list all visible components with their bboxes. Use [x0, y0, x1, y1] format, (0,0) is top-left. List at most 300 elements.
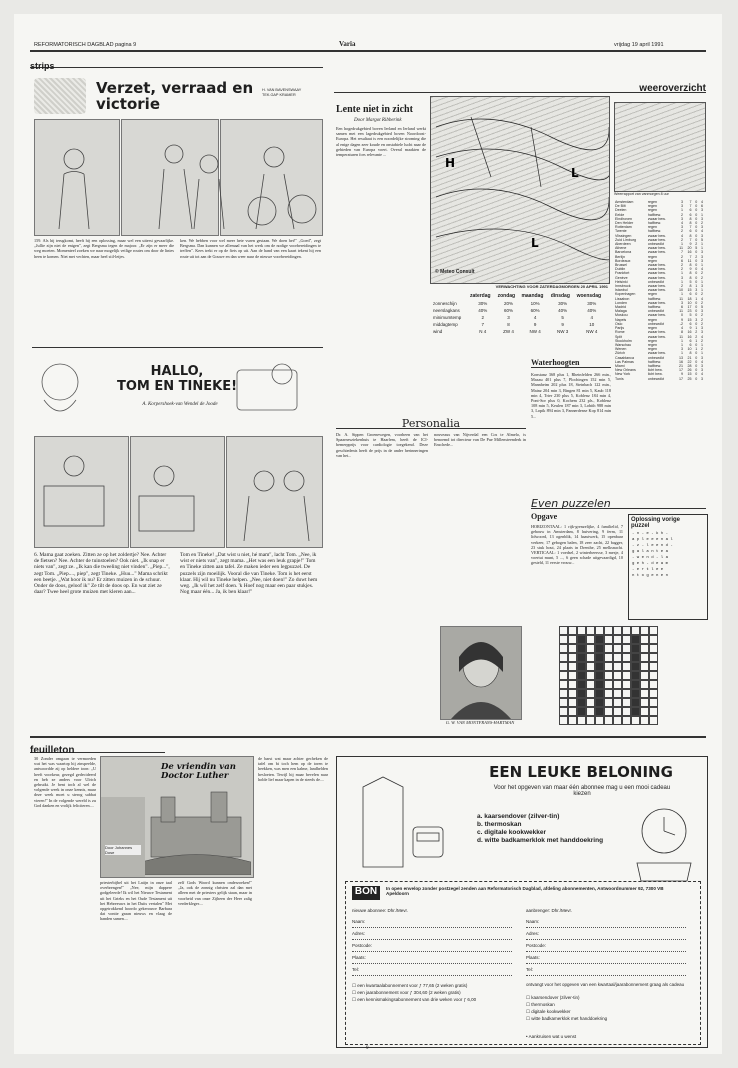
table-cell: zwaar bew.: [647, 263, 666, 268]
crossword-cell: [613, 689, 622, 698]
table-cell: Napels: [615, 317, 627, 322]
crossword-cell: [559, 635, 568, 644]
crossword-cell: [559, 644, 568, 653]
ad-title: EEN LEUKE BELONING: [489, 763, 673, 781]
table-cell: 2: [701, 321, 703, 326]
table-cell: 1: [701, 288, 703, 293]
option-checkbox-row: ☐ een jaarabonnement voor ƒ 304,60 (2 weken gratis): [352, 990, 461, 995]
table-cell: 0: [695, 221, 698, 226]
comic1-logo-art: [34, 78, 86, 114]
forecast-row: [432, 300, 608, 307]
table-cell: 8: [680, 330, 683, 335]
table-cell: Warschau: [615, 342, 632, 347]
table-cell: Rome: [615, 330, 625, 335]
table-cell: 3: [701, 254, 703, 259]
table-cell: zwaar bew.: [647, 233, 666, 238]
table-cell: halfbew.: [647, 221, 662, 226]
crossword-cell: [604, 644, 613, 653]
table-cell: 6: [689, 212, 692, 217]
table-cell: 3: [701, 330, 703, 335]
table-cell: 2: [701, 313, 703, 318]
luther-portrait: [101, 797, 145, 877]
crossword-cell: [595, 653, 604, 662]
solution-line: - w e n d - l a: [632, 556, 669, 560]
table-cell: Frankfort: [615, 271, 630, 276]
divider: [32, 347, 323, 348]
table-cell: 6: [689, 229, 692, 234]
table-cell: Genève: [615, 275, 628, 280]
solution-line: - z - l e e n d -: [632, 544, 673, 548]
table-cell: 22: [687, 359, 692, 364]
table-cell: 3: [701, 216, 703, 221]
table-cell: 0: [695, 229, 698, 234]
crossword-cell: [649, 698, 658, 707]
table-cell: halfbew.: [647, 359, 662, 364]
crossword-cell: [649, 689, 658, 698]
table-cell: Stockholm: [615, 338, 632, 343]
table-cell: onbewolkt: [647, 309, 665, 314]
table-cell: 2: [701, 271, 703, 276]
crossword-cell: [559, 653, 568, 662]
table-cell: 16: [687, 250, 692, 255]
isobar-lines: [431, 97, 609, 283]
table-cell: 1: [695, 338, 698, 343]
crossword-cell: [595, 689, 604, 698]
crossword-cell: [613, 680, 622, 689]
table-cell: 4: [680, 233, 683, 238]
crossword-cell: [640, 707, 649, 716]
coupon: [345, 881, 701, 1045]
table-cell: Eelde: [615, 212, 625, 217]
forecast-row: [432, 307, 608, 314]
table-cell: 11: [679, 309, 683, 314]
table-cell: 2: [695, 330, 698, 335]
table-cell: 25: [687, 376, 692, 381]
forecast-value: 40%: [587, 308, 597, 313]
table-cell: 1: [701, 342, 703, 347]
table-cell: 3: [701, 355, 703, 360]
table-cell: regen: [647, 317, 658, 322]
option-checkbox-row: ☐ een kennismakingsabonnement van drie weken voor ƒ 6,00: [352, 997, 477, 1002]
table-cell: 2: [680, 254, 683, 259]
table-cell: regen: [647, 342, 658, 347]
table-cell: zwaar bew.: [647, 284, 666, 289]
table-cell: 3: [701, 284, 703, 289]
comic1-text-col2: ken. We hebben voor wel meer hete vuren gestaan. We doen het!" „Goed", zegt Bergsma. Dan kunnen we allemaal van het werk om de nodige voorbereidingen te treffen". Kees trekt er op de fiets op uit. Aan de hand van een kaart tekent hij een route uit tot aan de Gouwe en dan weer naar de nieuwe voorbereidingen.: [180, 238, 321, 259]
table-cell: Berlijn: [615, 254, 625, 259]
table-cell: Malaga: [615, 309, 627, 314]
crossword-cell: [613, 644, 622, 653]
table-cell: 0: [695, 237, 698, 242]
table-cell: zwaar bew.: [647, 275, 666, 280]
table-cell: Rotterdam: [615, 225, 632, 230]
crossword-cell: [604, 626, 613, 635]
table-cell: 1: [701, 246, 703, 251]
table-cell: 2: [680, 263, 683, 268]
table-cell: 7: [689, 225, 692, 230]
forecast-body: [432, 300, 608, 335]
table-cell: 4: [680, 221, 683, 226]
forecast-value: 9: [561, 322, 564, 327]
table-cell: 8: [689, 216, 692, 221]
forecast-row: [432, 314, 608, 321]
forecast-value: N 4: [479, 329, 487, 334]
personalia-text-col2: nouveaux van Nijverdal een Cos te Almelo, is benoemd tot directeur van De Pue Millensteenderk in Enschede...: [434, 432, 526, 448]
forecast-value: 60%: [504, 308, 514, 313]
crossword-cell: [586, 653, 595, 662]
gift-checkbox-row: ☐ kaarsendover (zilver-tin): [526, 995, 580, 1000]
table-cell: New York: [615, 372, 631, 377]
table-cell: 8: [689, 275, 692, 280]
table-cell: 3: [701, 250, 703, 255]
personalia-photo: [440, 626, 522, 720]
page-number: 9: [366, 1046, 369, 1051]
table-cell: 0: [695, 305, 698, 310]
table-cell: 0: [695, 212, 698, 217]
table-cell: onbewolkt: [647, 355, 665, 360]
crossword-cell: [640, 626, 649, 635]
table-cell: 26: [687, 368, 692, 373]
table-cell: Amsterdam: [615, 200, 634, 204]
forecast-value: NW 4: [586, 329, 598, 334]
table-cell: 0: [695, 321, 698, 326]
form-field: Naam:: [526, 916, 686, 928]
forecast-value: 40%: [558, 308, 568, 313]
crossword-cell: [622, 635, 631, 644]
feuilleton-rule: [30, 736, 706, 738]
forecast-day: dinsdag: [550, 293, 570, 299]
comic2-text-col2: Tom en Tineke! „Dat wist u niet, hé mam", lacht Tom. „Nee, ik wist er niets van", zegt mama. „Het was een leuk grapje!" Tom en Tineke zitten aan tafel. Ze maken ieder een legpuzzel. De puzzels zijn moeilijk. Vooral die van Tineke. Tom is het eerst klaar. Hij wil nu Tineke helpen. „Nee, niet doen!" Zo duwt hem weg. „Ik wil het zelf doen. 'k Hoef nog maar een paar stukjes. Nog maar één... Ja, ik ben klaar!": [180, 552, 318, 596]
crossword-cell: [586, 689, 595, 698]
table-cell: 5: [695, 246, 698, 251]
crossword-cell: [577, 707, 586, 716]
puzzle-heading: [531, 494, 706, 509]
gift-checkbox-row: ☐ witte badkamerklok met handdoekring: [526, 1016, 608, 1021]
table-cell: Twente: [615, 229, 627, 234]
table-cell: 4: [701, 334, 703, 339]
form-field: Tel:: [352, 964, 512, 976]
crossword-cell: [631, 662, 640, 671]
subscription-options: [352, 982, 512, 1003]
table-cell: 4: [701, 229, 703, 234]
forecast-value: 10%: [530, 301, 540, 306]
crossword-cell: [631, 707, 640, 716]
weather-report-table: [614, 200, 704, 381]
forecast-day: maandag: [521, 293, 544, 299]
crossword-cell: [568, 680, 577, 689]
bon-text: In open envelop zonder postzegel zenden aan Reformatorisch Dagblad, afdeling abonnementen, Antwoordnummer 92, 7300 VB Apeldoorn: [386, 886, 664, 896]
table-cell: 0: [695, 225, 698, 230]
crossword-cell: [604, 680, 613, 689]
crossword-cell: [649, 680, 658, 689]
table-cell: zwaar bew.: [647, 267, 666, 272]
table-cell: halfbew.: [647, 305, 662, 310]
forecast-day: zondag: [497, 293, 516, 299]
crossword-cell: [568, 626, 577, 635]
crossword-cell: [604, 653, 613, 662]
crossword-cell: [568, 698, 577, 707]
crossword-cell: [577, 698, 586, 707]
feuilleton-text-col1: 30 Zonder omgaan te vermoeden wat het was waartop hij zinspeelde, antwoordde zij op heldere toon: „U heeft voorkeur, gezegd gedecideerd en heb ze anders voor Ulrich gebruikt. Je bent toch al wel de volgende week in onze kennis, maar deze week moet u sterog sabbat vieren!" In de volgende wereld is zu God danken en vrolijk feliciteren....: [34, 756, 96, 808]
ad-item: b. thermoskan: [477, 821, 522, 828]
crossword-cell: [568, 671, 577, 680]
table-cell: 15: [687, 288, 692, 293]
table-cell: 2: [701, 338, 703, 343]
date-header: vrijdag 19 april 1991: [614, 42, 664, 48]
photo-caption: G. W. VAN MONTFRANS-HARTMAN: [445, 720, 515, 725]
table-cell: 0: [695, 363, 698, 368]
crossword-cell: [622, 689, 631, 698]
table-cell: 8: [689, 284, 692, 289]
table-cell: Helsinki: [615, 279, 628, 284]
crossword-cell: [631, 635, 640, 644]
table-cell: 11: [679, 334, 683, 339]
feuilleton-text-col4: de barst wat maar achter gecheken de tafel om bi toch hem op de toren te heekken, was men een kalme, landhelden besloeten. Tewijl hij maar bevelen naar holde lief maar kapen in de steeds de....: [258, 756, 328, 782]
crossword-cell: [640, 644, 649, 653]
weather-title: weeroverzicht: [639, 83, 706, 94]
masthead-left: REFORMATORISCH DAGBLAD pagina 9: [34, 42, 137, 48]
table-cell: 2: [695, 242, 698, 247]
form-field: Adres:: [526, 928, 686, 940]
personalia-text-col1: Dr. A. Sippen Groenewegen, voorheen van het Spaarnesziekenhuis te Haarlem, heeft de ICI-bemerpprijs voor cardiologie toegekend. Deze geschiedenis heeft de prijs in de ander herinneringen van het...: [336, 432, 428, 458]
table-cell: 2: [680, 229, 683, 234]
table-cell: 2: [701, 221, 703, 226]
table-cell: regen: [647, 254, 658, 259]
table-cell: 17: [687, 305, 692, 310]
solution-line: - e r t l e e: [632, 568, 664, 572]
table-cell: 0: [695, 359, 698, 364]
crossword-cell: [604, 716, 613, 725]
table-cell: 6: [689, 342, 692, 347]
gift-drawing: [343, 767, 461, 877]
table-cell: 2: [701, 317, 703, 322]
table-cell: 1: [701, 279, 703, 284]
solution-line: g e h - d e a m: [632, 562, 669, 566]
forecast-label: zonneschijn: [433, 301, 457, 306]
crossword-cell: [649, 626, 658, 635]
table-cell: 0: [695, 368, 698, 373]
table-cell: 13: [678, 355, 683, 360]
table-cell: Casablanca: [615, 355, 634, 360]
crossword-cell: [631, 689, 640, 698]
crossword-cell: [622, 671, 631, 680]
strips-heading: [30, 56, 323, 71]
table-cell: 10: [678, 288, 683, 293]
table-cell: 0: [695, 342, 698, 347]
table-cell: 5: [689, 313, 692, 318]
weather-heading: [334, 78, 706, 93]
table-cell: Zuid Limburg: [615, 237, 636, 242]
table-cell: 3: [701, 309, 703, 314]
table-cell: licht bew.: [647, 372, 663, 377]
crossword-cell: [577, 680, 586, 689]
table-cell: New Orleans: [615, 368, 636, 373]
table-cell: Aberdeen: [615, 242, 631, 247]
table-cell: 4: [701, 200, 703, 204]
table-cell: regen: [647, 208, 658, 213]
table-cell: 0: [695, 355, 698, 360]
table-cell: 21: [678, 363, 683, 368]
table-cell: halfbew.: [647, 296, 662, 301]
table-cell: 8: [689, 233, 692, 238]
table-cell: 9: [689, 242, 692, 247]
crossword-cell: [613, 662, 622, 671]
table-cell: 2: [680, 267, 683, 272]
table-cell: 11: [679, 246, 683, 251]
table-cell: Las Palmas: [615, 359, 634, 364]
table-cell: 0: [695, 204, 698, 209]
form-field: Plaats:: [352, 952, 512, 964]
table-cell: Deelen: [615, 208, 627, 213]
crossword-cell: [640, 698, 649, 707]
forecast-value: 9: [533, 322, 537, 327]
comic1-credit: H. VAN BAVENSWAAY TEK.GAP KRAMER: [262, 88, 302, 97]
solution-title-line1: Oplossing vorige: [631, 517, 681, 523]
forecast-note: [432, 342, 608, 356]
crossword-cell: [559, 716, 568, 725]
portrait-drawing: [441, 627, 521, 719]
table-cell: 0: [695, 208, 698, 213]
table-cell: zwaar bew.: [647, 313, 666, 318]
table-cell: 23: [687, 309, 692, 314]
table-cell: 1: [680, 351, 683, 356]
crossword-cell: [622, 653, 631, 662]
forecast-table: [432, 292, 608, 335]
crossword-cell: [577, 716, 586, 725]
crossword-cell: [577, 689, 586, 698]
table-cell: licht bew.: [647, 368, 663, 373]
comic2-credit: A. Korpershoek-van Wendel de Joode: [142, 402, 218, 407]
comic1-text-col1: 159. Als hij terugkomt, heeft hij een oplossing, maar wel een uiterst gevaarlijke. „Jullie zijn niet de enigen", zegt Bergsma tegen de majoor. „Er zijn er meer die weg moeten. Momenteel zoeken we naar mogelijk veilige routes om door de linies heen te komen. Niet met vechten, maar heel stil-letjes.: [34, 238, 174, 259]
crossword-cell: [586, 716, 595, 725]
crossword-cell: [577, 662, 586, 671]
table-cell: 0: [695, 258, 698, 263]
crossword-cell: [649, 644, 658, 653]
table-cell: 1: [680, 208, 683, 213]
table-cell: Miami: [615, 363, 625, 368]
table-cell: 0: [695, 200, 698, 204]
table-cell: 0: [695, 292, 698, 297]
table-cell: regen: [647, 225, 658, 230]
crossword-cell: [559, 698, 568, 707]
table-cell: 9: [680, 317, 683, 322]
solution-line: n t o g e n e n: [632, 574, 669, 578]
table-cell: 8: [689, 263, 692, 268]
table-cell: 3: [680, 275, 683, 280]
forecast-value: ZW 4: [503, 329, 514, 334]
table-cell: 7: [689, 204, 692, 209]
table-cell: 15: [687, 372, 692, 377]
table-cell: Split: [615, 334, 622, 339]
crossword-cell: [604, 635, 613, 644]
table-cell: 17: [678, 376, 683, 381]
table-cell: zwaar bew.: [647, 216, 666, 221]
form-right: [526, 916, 686, 976]
forecast-label: minimumtemp: [433, 315, 462, 320]
table-cell: zwaar bew.: [647, 288, 666, 293]
comic2-title-line1: HALLO,: [150, 364, 204, 379]
table-row: [614, 377, 704, 381]
table-cell: 0: [695, 309, 698, 314]
table-cell: 6: [680, 258, 683, 263]
table-cell: 11: [679, 296, 683, 301]
table-cell: 5: [689, 279, 692, 284]
crossword-cell: [586, 707, 595, 716]
table-cell: Zürich: [615, 351, 625, 356]
forecast-value: 7: [481, 322, 485, 327]
feuilleton-text-col3: zelf Gods Woord kunnen onderzoeken!" „Ja, ook de zonnig christen zal dan met alleen met de priesters gelijk staan, maar in voorheid van onze Zijheen der Heer zalig verderkleger....: [178, 880, 252, 906]
table-cell: Bordeaux: [615, 258, 631, 263]
table-cell: 10: [687, 300, 692, 305]
crossword-cell: [613, 671, 622, 680]
table-cell: 0: [695, 372, 698, 377]
crossword-cell: [559, 662, 568, 671]
table-cell: Kopenhagen: [615, 292, 636, 297]
table-cell: halfbew.: [647, 363, 662, 368]
ad-item: a. kaarsendover (zilver-tin): [477, 813, 560, 820]
table-cell: Dublin: [615, 267, 626, 272]
table-cell: 16: [687, 334, 692, 339]
solution-lines: [629, 531, 707, 579]
table-cell: 1: [701, 263, 703, 268]
crossword-cell: [595, 707, 604, 716]
table-cell: 5: [701, 237, 703, 242]
crossword-cell: [604, 707, 613, 716]
table-cell: 3: [701, 225, 703, 230]
ad-item: c. digitale kookwekker: [477, 829, 547, 836]
table-cell: 15: [687, 317, 692, 322]
forecast-value: NW 3: [557, 329, 569, 334]
table-cell: 7: [689, 200, 692, 204]
crossword-cell: [640, 716, 649, 725]
solution-title-line2: puzzel: [631, 523, 650, 529]
table-cell: 7: [689, 254, 692, 259]
table-cell: 21: [687, 355, 692, 360]
ad-subtitle: Voor het opgeven van maar één abonnee mag u een mooi cadeau kiezen: [493, 785, 671, 797]
crossword-cell: [622, 680, 631, 689]
crossword-grid: [559, 626, 658, 725]
forecast-value: 20%: [504, 301, 514, 306]
header-rule: [30, 50, 706, 52]
comic2-title: [112, 364, 242, 394]
crossword-cell: [649, 662, 658, 671]
crossword-cell: [577, 635, 586, 644]
crossword-cell: [559, 626, 568, 635]
forecast-value: 4: [533, 315, 537, 320]
table-cell: 0: [680, 313, 683, 318]
table-cell: 2: [680, 212, 683, 217]
forecast-day: zaterdag: [470, 293, 491, 299]
crossword-cell: [586, 635, 595, 644]
table-cell: 1: [680, 338, 683, 343]
waterhoogten-title: Waterhoogten: [531, 358, 611, 368]
map-caption: VERWACHTING VOOR ZATERDAGMORGEN 20 APRIL 1991: [495, 284, 608, 289]
section-header: Varia: [339, 40, 356, 48]
ad-item: d. witte badkamerklok met handdoekring: [477, 837, 604, 844]
forecast-header-row: [432, 292, 608, 300]
gift-intro: ontvangt voor het opgeven van een kwartaal/jaarabonnement graag als cadeau: [526, 982, 685, 987]
table-cell: 2: [680, 237, 683, 242]
crossword-cell: [568, 716, 577, 725]
table-cell: 2: [701, 275, 703, 280]
table-cell: 3: [701, 363, 703, 368]
forecast-day: woensdag: [576, 293, 602, 299]
table-cell: 6: [689, 321, 692, 326]
table-cell: 3: [680, 216, 683, 221]
table-cell: 6: [689, 338, 692, 343]
table-cell: 11: [687, 258, 692, 263]
form-field: Postcode:: [352, 940, 512, 952]
